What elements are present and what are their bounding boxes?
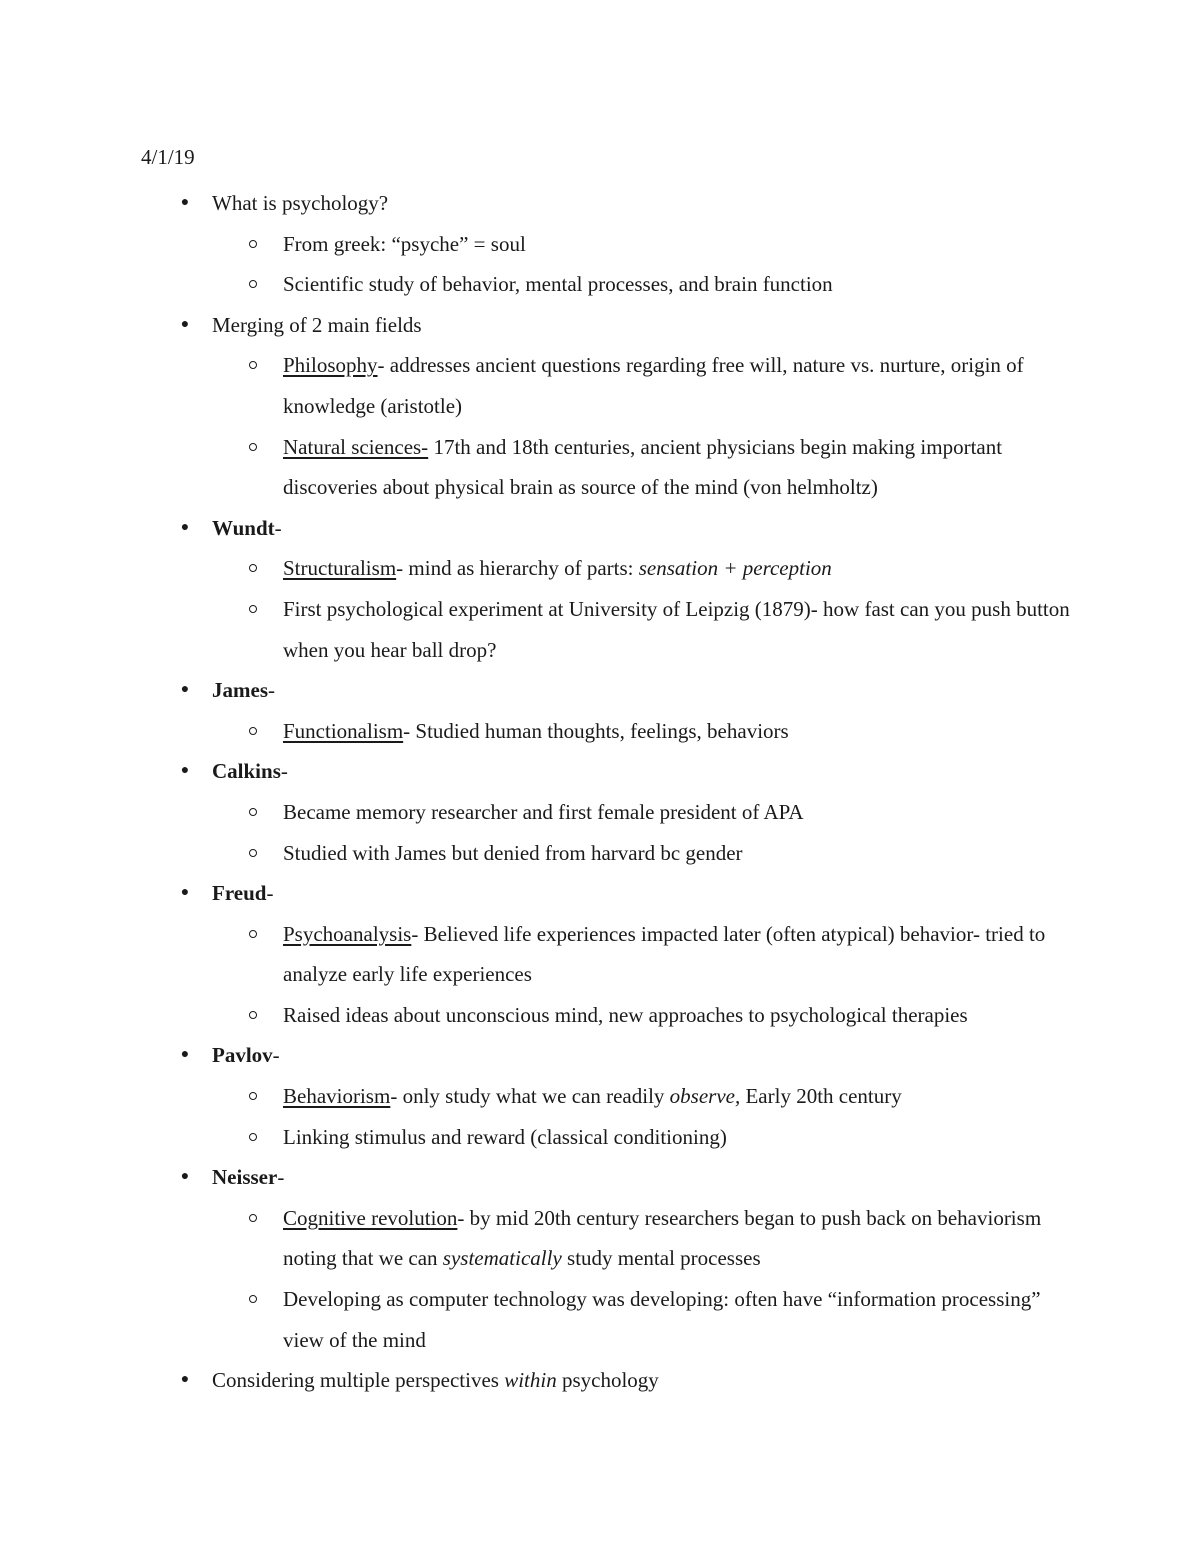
item-name: Calkins	[212, 759, 281, 784]
bullet-icon: ●	[180, 519, 190, 535]
item-title: What is psychology?	[212, 191, 389, 215]
sub-list-item	[0, 1117, 1073, 1158]
circle-bullet-icon	[249, 1295, 257, 1303]
item-suffix: -	[274, 515, 282, 540]
sub-item-term: Behaviorism	[283, 1084, 391, 1109]
bullet-icon: ●	[180, 1372, 190, 1388]
sub-item-term: Psychoanalysis	[283, 921, 412, 946]
sub-list-item	[0, 548, 1073, 589]
list-item	[0, 751, 1072, 873]
sub-list	[212, 711, 1072, 752]
sub-item-after: study mental processes	[561, 1246, 761, 1271]
sub-item-text: Developing as computer technology was developing: often have “information processing” view of the mind	[283, 1287, 1041, 1352]
note-date: 4/1/19	[141, 145, 195, 169]
sub-list-item	[0, 1076, 1073, 1117]
item-title: Merging of 2 main fields	[212, 312, 422, 337]
circle-bullet-icon	[249, 1092, 257, 1100]
sub-list	[212, 345, 1072, 507]
sub-item-text: Linking stimulus and reward (classical conditioning)	[283, 1124, 727, 1149]
sub-item-text: - mind as hierarchy of parts:	[396, 556, 639, 581]
sub-list	[212, 792, 1072, 873]
item-title: Considering multiple perspectives	[212, 1368, 505, 1393]
list-item	[0, 670, 1072, 751]
sub-item-text: - Studied human thoughts, feelings, behaviors	[403, 718, 789, 743]
item-name: Neisser	[212, 1165, 278, 1190]
sub-list	[212, 914, 1072, 1036]
list-item	[0, 1157, 1072, 1360]
sub-list-item	[0, 224, 1073, 265]
circle-bullet-icon	[249, 1214, 257, 1222]
circle-bullet-icon	[249, 605, 257, 613]
list-item	[0, 1035, 1072, 1157]
sub-item-term: Structuralism	[283, 556, 397, 581]
item-suffix: -	[277, 1165, 285, 1190]
item-suffix: -	[266, 881, 274, 906]
sub-list-item	[0, 1279, 1073, 1360]
sub-item-term: Functionalism	[283, 718, 404, 743]
sub-list	[212, 224, 1072, 305]
circle-bullet-icon	[249, 727, 257, 735]
sub-item-text: Studied with James but denied from harvard bc gender	[283, 840, 743, 865]
bullet-icon: ●	[180, 763, 190, 779]
sub-item-text: 17th and 18th centuries, ancient physicians begin making important discoveries about physical brain as source of the mind (von helmholtz)	[283, 434, 1003, 500]
sub-list	[212, 1198, 1072, 1360]
item-suffix: -	[268, 678, 275, 703]
item-suffix: -	[272, 1043, 280, 1068]
sub-item-after: Early 20th century	[740, 1084, 902, 1109]
bullet-icon: ●	[180, 885, 190, 901]
sub-item-text: - only study what we can readily	[390, 1084, 670, 1109]
item-title-after: psychology	[556, 1368, 659, 1393]
sub-list-item	[0, 1198, 1073, 1279]
sub-item-emphasis: systematically	[442, 1246, 562, 1271]
item-name: Freud	[212, 881, 267, 906]
sub-item-text: - addresses ancient questions regarding free will, nature vs. nurture, origin of knowledge (aristotle)	[283, 353, 1024, 418]
circle-bullet-icon	[249, 930, 257, 938]
bullet-icon: ●	[180, 1047, 190, 1063]
bullet-icon: ●	[180, 682, 190, 698]
bullet-icon: ●	[180, 195, 190, 210]
sub-item-term: Philosophy	[283, 353, 378, 378]
sub-list-item	[0, 345, 1073, 426]
sub-item-term: Cognitive revolution	[283, 1205, 458, 1230]
circle-bullet-icon	[249, 849, 257, 857]
sub-item-text: Scientific study of behavior, mental processes, and brain function	[283, 272, 833, 297]
circle-bullet-icon	[249, 1133, 257, 1141]
item-name: James	[212, 678, 268, 703]
item-suffix: -	[280, 759, 288, 784]
circle-bullet-icon	[249, 808, 257, 816]
sub-list-item	[0, 792, 1073, 833]
circle-bullet-icon	[249, 1011, 257, 1019]
bullet-icon: ●	[180, 1169, 190, 1185]
circle-bullet-icon	[249, 280, 257, 288]
sub-list-item	[0, 914, 1073, 995]
circle-bullet-icon	[249, 443, 257, 451]
circle-bullet-icon	[249, 361, 257, 369]
circle-bullet-icon	[249, 564, 257, 572]
sub-item-emphasis: observe,	[669, 1084, 741, 1109]
list-item	[0, 508, 1072, 670]
sub-item-text: - Believed life experiences impacted later (often atypical) behavior- tried to analyze early life experiences	[283, 921, 1046, 987]
sub-list-item	[0, 589, 1073, 670]
sub-item-text: From greek: “psyche” = soul	[283, 231, 526, 256]
list-item	[0, 873, 1072, 1035]
circle-bullet-icon	[249, 240, 257, 248]
sub-list-item	[0, 427, 1073, 508]
sub-list-item	[0, 995, 1073, 1036]
item-name: Pavlov	[212, 1043, 273, 1068]
list-item	[0, 305, 1072, 508]
sub-item-emphasis: sensation + perception	[638, 556, 832, 581]
bullet-icon: ●	[180, 316, 190, 332]
list-item	[0, 183, 1072, 305]
notes-list	[0, 183, 1200, 1401]
item-title-emphasis: within	[504, 1368, 557, 1393]
sub-list	[212, 548, 1072, 670]
sub-list-item	[0, 711, 1073, 752]
item-name: Wundt	[212, 515, 275, 540]
sub-item-term: Natural sciences-	[283, 434, 429, 459]
list-item	[0, 1360, 1072, 1401]
sub-item-text: - by mid 20th century researchers began to push back on behaviorism noting that we can	[283, 1205, 1042, 1271]
sub-list-item	[0, 264, 1073, 305]
sub-item-text: First psychological experiment at University of Leipzig (1879)- how fast can you push button when you hear ball drop?	[283, 596, 1070, 662]
sub-item-text: Raised ideas about unconscious mind, new approaches to psychological therapies	[283, 1002, 968, 1027]
sub-list	[212, 1076, 1072, 1157]
sub-item-text: Became memory researcher and first female president of APA	[283, 799, 804, 824]
sub-list-item	[0, 833, 1073, 874]
